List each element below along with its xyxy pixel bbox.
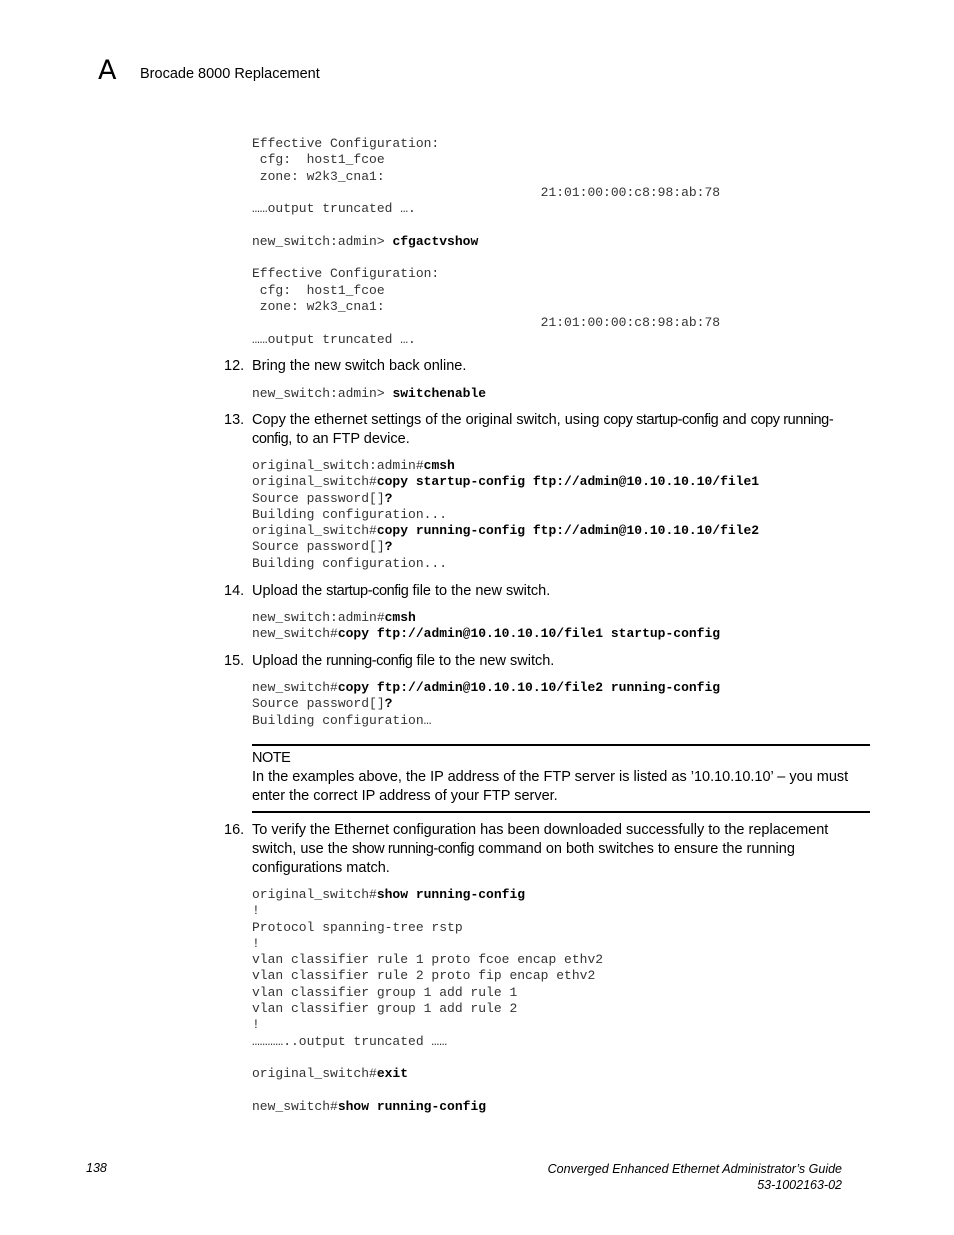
code-line: [252, 266, 720, 282]
code-output: ……output truncated ….: [252, 201, 416, 217]
code-line: [252, 920, 603, 936]
code-output: 21:01:00:00:c8:98:ab:78: [252, 315, 721, 331]
code-command: copy ftp://admin@10.10.10.10/file2 running-config: [337, 680, 721, 695]
code-line: [252, 458, 759, 474]
step-number: 13.: [224, 412, 245, 428]
code-command: show running-config: [337, 1098, 487, 1114]
code-output: ……output truncated ….: [252, 331, 416, 347]
code-line: [252, 386, 486, 402]
code-line: [252, 1099, 603, 1115]
code-line: [252, 315, 720, 331]
note-body: In the examples above, the IP address of the FTP server is listed as ’10.10.10.10’ – you must enter the correct IP address of your FTP server.: [252, 769, 849, 804]
code-output: zone: w2k3_cna1:: [252, 298, 385, 314]
inline-command: show running-config: [351, 841, 475, 857]
code-output: Building configuration…: [252, 712, 432, 728]
code-output: cfg: host1_fcoe: [252, 152, 385, 168]
step-14: [224, 582, 870, 601]
code-line: [252, 1001, 603, 1017]
code-output: 21:01:00:00:c8:98:ab:78: [252, 184, 721, 200]
code-line: [252, 1034, 603, 1050]
code-output: new_switch:admin>: [252, 233, 393, 249]
code-line: [252, 201, 720, 217]
code-output: Building configuration...: [252, 555, 448, 571]
code-line: [252, 887, 603, 903]
code-output: new_switch:admin#: [252, 610, 385, 625]
inline-command: startup-config: [326, 583, 409, 599]
code-output: Effective Configuration:: [252, 136, 440, 151]
code-output: …………..output truncated ……: [252, 1033, 448, 1049]
code-line: [252, 136, 720, 152]
step-text: Upload the startup-config file to the new switch.: [252, 583, 551, 599]
step-text: Upload the running-config file to the new switch.: [252, 653, 555, 669]
code-line: [252, 1050, 603, 1066]
code-block-copy-config: [252, 458, 759, 572]
code-command: copy ftp://admin@10.10.10.10/file1 startup-config: [337, 626, 721, 642]
note-box: [252, 744, 870, 813]
step-15: [224, 652, 870, 671]
code-line: [252, 491, 759, 507]
step-number: 16.: [224, 822, 245, 838]
code-output: original_switch#: [252, 523, 377, 539]
code-output: vlan classifier rule 2 proto fip encap ethv2: [252, 968, 596, 984]
code-line: [252, 968, 603, 984]
step-number: 12.: [224, 358, 245, 374]
code-output: cfg: host1_fcoe: [252, 282, 385, 298]
inline-command: running-config: [326, 653, 413, 669]
step-number: 15.: [224, 653, 245, 669]
code-output: Building configuration...: [252, 506, 448, 522]
code-output: new_switch#: [252, 1098, 338, 1114]
code-output: vlan classifier rule 1 proto fcoe encap ethv2: [252, 952, 604, 968]
step-12: [224, 357, 870, 376]
code-command: switchenable: [392, 386, 487, 401]
footer-doc-title: Converged Enhanced Ethernet Administrator’s Guide: [547, 1162, 842, 1176]
footer-doc-info: [548, 1161, 842, 1193]
code-line: [252, 936, 603, 952]
code-output: original_switch#: [252, 887, 377, 902]
code-line: [252, 626, 720, 642]
code-line: [252, 523, 759, 539]
step-text: To verify the Ethernet configuration has been downloaded successfully to the replacement switch, use the show running-config command on both switches to ensure the running configurations match.: [252, 822, 829, 876]
code-output: new_switch#: [252, 680, 338, 695]
appendix-letter: A: [98, 55, 117, 86]
step-text: Copy the ethernet settings of the original switch, using copy startup-config and copy running-config, to an FTP device.: [252, 412, 834, 447]
code-line: [252, 283, 720, 299]
code-line: [252, 610, 720, 626]
code-line: [252, 1083, 603, 1099]
code-output: Source password[]: [252, 539, 385, 555]
code-line: [252, 250, 720, 266]
code-line: [252, 952, 603, 968]
code-line: [252, 152, 720, 168]
code-output: new_switch#: [252, 626, 338, 642]
code-line: [252, 696, 720, 712]
code-line: [252, 474, 759, 490]
inline-command: copy running-config: [252, 412, 834, 447]
code-output: zone: w2k3_cna1:: [252, 168, 385, 184]
code-line: [252, 299, 720, 315]
code-output: Source password[]: [252, 696, 385, 712]
code-line: [252, 234, 720, 250]
code-command: ?: [384, 490, 393, 506]
code-output: Protocol spanning-tree rstp: [252, 919, 463, 935]
code-line: [252, 169, 720, 185]
code-output: vlan classifier group 1 add rule 1: [252, 984, 518, 1000]
code-command: show running-config: [376, 887, 526, 902]
code-command: cmsh: [423, 458, 455, 473]
code-line: [252, 985, 603, 1001]
code-line: [252, 332, 720, 348]
code-line: [252, 185, 720, 201]
code-output: Source password[]: [252, 490, 385, 506]
step-16: [224, 821, 870, 878]
code-output: !: [252, 903, 260, 919]
code-output: !: [252, 935, 260, 951]
code-block-show-running: [252, 887, 603, 1115]
page-number: 138: [86, 1161, 107, 1175]
running-header-title: Brocade 8000 Replacement: [140, 66, 320, 82]
code-line: [252, 680, 720, 696]
code-block-upload-startup: [252, 610, 720, 643]
code-block-upload-running: [252, 680, 720, 729]
code-output: new_switch:admin>: [252, 386, 393, 401]
code-output: original_switch#: [252, 1066, 377, 1082]
code-line: [252, 713, 720, 729]
step-text: Bring the new switch back online.: [252, 358, 467, 374]
code-command: ?: [384, 696, 393, 712]
code-block-switchenable: [252, 386, 486, 402]
step-number: 14.: [224, 583, 245, 599]
footer-doc-number: 53-1002163-02: [757, 1178, 842, 1192]
code-output: !: [252, 1017, 260, 1033]
code-line: [252, 1066, 603, 1082]
inline-command: copy startup-config: [603, 412, 719, 428]
code-line: [252, 556, 759, 572]
code-command: copy startup-config ftp://admin@10.10.10.10/file1: [376, 474, 760, 490]
code-output: vlan classifier group 1 add rule 2: [252, 1001, 518, 1017]
code-line: [252, 217, 720, 233]
code-command: exit: [376, 1066, 409, 1082]
code-command: cmsh: [384, 610, 416, 625]
code-line: [252, 539, 759, 555]
code-command: cfgactvshow: [392, 233, 479, 249]
code-output: original_switch#: [252, 474, 377, 490]
code-line: [252, 507, 759, 523]
step-13: [224, 411, 870, 449]
code-output: original_switch:admin#: [252, 458, 424, 473]
code-block-effective-config: [252, 136, 720, 348]
code-output: Effective Configuration:: [252, 266, 440, 282]
code-command: ?: [384, 539, 393, 555]
code-line: [252, 1017, 603, 1033]
code-line: [252, 903, 603, 919]
code-command: copy running-config ftp://admin@10.10.10.10/file2: [376, 523, 760, 539]
note-heading: NOTE: [252, 750, 291, 766]
